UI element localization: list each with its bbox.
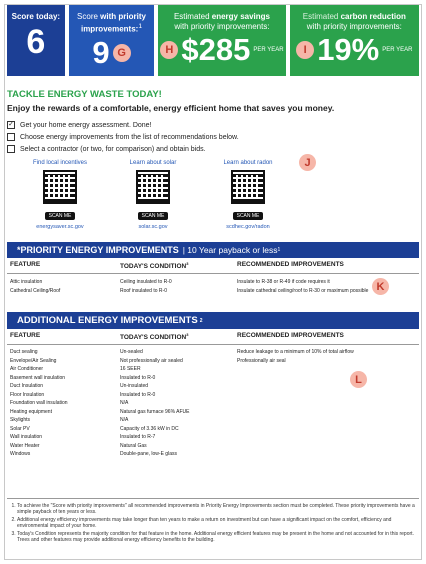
condition-cell: Natural gas furnace 96% AFUE bbox=[120, 408, 190, 415]
footnote: 3. Today's Condition represents the majority condition for that feature in the home. Additional energy efficient features may be present in the home and not accounted for in this report. Trees and other features may provide additional energy efficiency benefits to the building. bbox=[17, 531, 419, 544]
tackle-heading: TACKLE ENERGY WASTE TODAY! bbox=[7, 89, 162, 100]
condition-cell: 16 SEER bbox=[120, 366, 141, 373]
checkbox-checked[interactable]: ✓ bbox=[8, 121, 14, 128]
energy-savings-label: Estimated energy savings with priority improvements: bbox=[173, 12, 270, 31]
condition-cell: Capacity of 3.36 kW in DC bbox=[120, 425, 179, 432]
table-row bbox=[7, 450, 419, 459]
qr-incentives[interactable] bbox=[22, 160, 98, 230]
table-row bbox=[7, 433, 419, 442]
feature-cell: Water Heater bbox=[10, 442, 40, 449]
table-row bbox=[7, 442, 419, 451]
marker-h: H bbox=[160, 41, 178, 59]
energy-savings-value: $285 bbox=[181, 32, 251, 67]
recommendation-cell: Professionally air seal bbox=[237, 357, 286, 364]
recommendation-cell bbox=[237, 365, 416, 374]
feature-cell: Air Conditioner bbox=[10, 366, 44, 373]
feature-cell: Solar PV bbox=[10, 425, 30, 432]
scan-me-badge: SCAN ME bbox=[233, 212, 264, 220]
energy-savings-per-year: PER YEAR bbox=[253, 46, 284, 53]
condition-cell: Un-insulated bbox=[120, 383, 149, 390]
condition-cell: N/A bbox=[120, 417, 129, 424]
feature-cell: Duct sealing bbox=[10, 349, 38, 356]
enjoy-subheading: Enjoy the rewards of a comfortable, energy efficient home that saves you money. bbox=[7, 103, 335, 113]
feature-cell: Foundation wall insulation bbox=[10, 400, 68, 407]
marker-l: L bbox=[350, 371, 367, 388]
additional-rows bbox=[7, 345, 419, 459]
additional-section-header: ADDITIONAL ENERGY IMPROVEMENTS 2 bbox=[7, 312, 419, 329]
score-priority-label: Score with priority improvements:$^1$ bbox=[77, 12, 146, 34]
priority-table bbox=[7, 258, 419, 296]
footnotes bbox=[7, 498, 419, 544]
qr-url[interactable]: solar.sc.gov bbox=[138, 224, 168, 230]
recommendation-cell bbox=[237, 433, 416, 442]
condition-cell: Ceiling insulated to R-0 bbox=[120, 279, 172, 286]
recommendation-cell bbox=[237, 425, 416, 434]
recommendation-cell bbox=[237, 450, 416, 459]
qr-title[interactable]: Learn about radon bbox=[223, 160, 273, 166]
table-row bbox=[7, 416, 419, 425]
marker-j: J bbox=[299, 154, 316, 171]
condition-cell: Insulated to R-0 bbox=[120, 374, 156, 381]
condition-cell: Un-sealed bbox=[120, 349, 143, 356]
carbon-reduction-label: Estimated carbon reduction with priority improvements: bbox=[302, 12, 406, 31]
marker-g: G bbox=[113, 44, 131, 62]
qr-url[interactable]: energysaver.sc.gov bbox=[36, 224, 84, 230]
qr-title[interactable]: Find local incentives bbox=[32, 160, 88, 166]
energy-savings-tile bbox=[158, 5, 285, 76]
table-row bbox=[7, 278, 419, 287]
feature-cell: Skylights bbox=[10, 417, 31, 424]
recommendation-cell bbox=[237, 442, 416, 451]
recommendation-cell: Reduce leakage to a minimum of 10% of total airflow bbox=[237, 349, 354, 356]
qr-code-icon[interactable] bbox=[136, 170, 170, 204]
checklist bbox=[7, 119, 419, 155]
feature-cell: Envelope/Air Sealing bbox=[10, 357, 57, 364]
footnote: 2. Additional energy efficiency improvements may take longer than ten years to make a return on investment but can have a significant impact on the comfort, efficiency and environmental impact of your home. bbox=[17, 517, 419, 530]
table-row bbox=[7, 408, 419, 417]
checklist-item[interactable]: Select a contractor (or two, for comparison) and obtain bids. bbox=[7, 143, 419, 155]
condition-cell: Natural Gas bbox=[120, 442, 147, 449]
recommendation-cell bbox=[237, 416, 416, 425]
footnote: 1. To achieve the "Score with priority improvements" all recommended improvements in Priority Energy Improvements section must be completed. These priority improvements have a simple payback of ten years or less. bbox=[17, 503, 419, 516]
condition-cell: Double-pane, low-E glass bbox=[120, 451, 177, 458]
checkbox[interactable] bbox=[7, 145, 15, 153]
condition-cell: Roof insulated to R-0 bbox=[120, 288, 167, 295]
table-header: FEATURE TODAY'S CONDITION$^3$ RECOMMENDED IMPROVEMENTS bbox=[7, 329, 419, 345]
qr-code-icon[interactable] bbox=[43, 170, 77, 204]
feature-cell: Heating equipment bbox=[10, 408, 52, 415]
carbon-reduction-per-year: PER YEAR bbox=[382, 46, 413, 53]
score-today-tile bbox=[7, 5, 65, 76]
qr-solar[interactable] bbox=[115, 160, 191, 230]
recommendation-cell bbox=[237, 382, 416, 391]
checkbox[interactable] bbox=[7, 133, 15, 141]
table-header: FEATURE TODAY'S CONDITION$^3$ RECOMMENDED IMPROVEMENTS bbox=[7, 258, 419, 274]
table-row bbox=[7, 391, 419, 400]
condition-cell: N/A bbox=[120, 400, 129, 407]
recommendation-cell: Insulate cathedral ceiling/roof to R-30 or maximum possible bbox=[237, 288, 369, 295]
feature-cell: Floor Insulation bbox=[10, 391, 45, 398]
recommendation-cell bbox=[237, 391, 416, 400]
table-row bbox=[7, 425, 419, 434]
recommendation-cell bbox=[237, 374, 416, 383]
priority-rows bbox=[7, 274, 419, 296]
score-priority-value: 9 bbox=[92, 34, 110, 70]
score-tiles bbox=[7, 5, 419, 76]
condition-cell: Insulated to R-7 bbox=[120, 434, 156, 441]
feature-cell: Attic insulation bbox=[10, 279, 43, 286]
qr-url[interactable]: scdhec.gov/radon bbox=[226, 224, 270, 230]
recommendation-cell: Insulate to R-38 or R-49 if code requires it bbox=[237, 279, 330, 286]
score-today-label: Score today: bbox=[11, 12, 61, 21]
table-row bbox=[7, 287, 419, 296]
recommendation-cell bbox=[237, 408, 416, 417]
feature-cell: Duct Insulation bbox=[10, 383, 44, 390]
score-priority-tile bbox=[69, 5, 155, 76]
table-row bbox=[7, 399, 419, 408]
score-today-value: 6 bbox=[26, 22, 46, 61]
condition-cell: Insulated to R-0 bbox=[120, 391, 156, 398]
marker-k: K bbox=[372, 278, 389, 295]
priority-section-header: *PRIORITY ENERGY IMPROVEMENTS | 10 Year payback or less 1 bbox=[7, 242, 419, 258]
checklist-item[interactable]: Choose energy improvements from the list of recommendations below. bbox=[7, 131, 419, 143]
feature-cell: Wall insulation bbox=[10, 434, 43, 441]
condition-cell: Not professionally air sealed bbox=[120, 357, 183, 364]
feature-cell: Windows bbox=[10, 451, 31, 458]
qr-radon[interactable] bbox=[210, 160, 286, 230]
scan-me-badge: SCAN ME bbox=[138, 212, 169, 220]
qr-code-icon[interactable] bbox=[231, 170, 265, 204]
table-row bbox=[7, 348, 419, 357]
additional-table bbox=[7, 329, 419, 459]
feature-cell: Cathedral Ceiling/Roof bbox=[10, 288, 61, 295]
feature-cell: Basement wall insulation bbox=[10, 374, 66, 381]
carbon-reduction-value: 19% bbox=[317, 32, 380, 67]
qr-code-row bbox=[7, 156, 419, 238]
checklist-item[interactable]: ✓ Get your home energy assessment. Done! bbox=[8, 121, 152, 129]
scan-me-badge: SCAN ME bbox=[45, 212, 76, 220]
qr-title[interactable]: Learn about solar bbox=[129, 160, 177, 166]
table-row bbox=[7, 357, 419, 366]
recommendation-cell bbox=[237, 399, 416, 408]
marker-i: I bbox=[296, 41, 314, 59]
carbon-reduction-tile bbox=[290, 5, 419, 76]
